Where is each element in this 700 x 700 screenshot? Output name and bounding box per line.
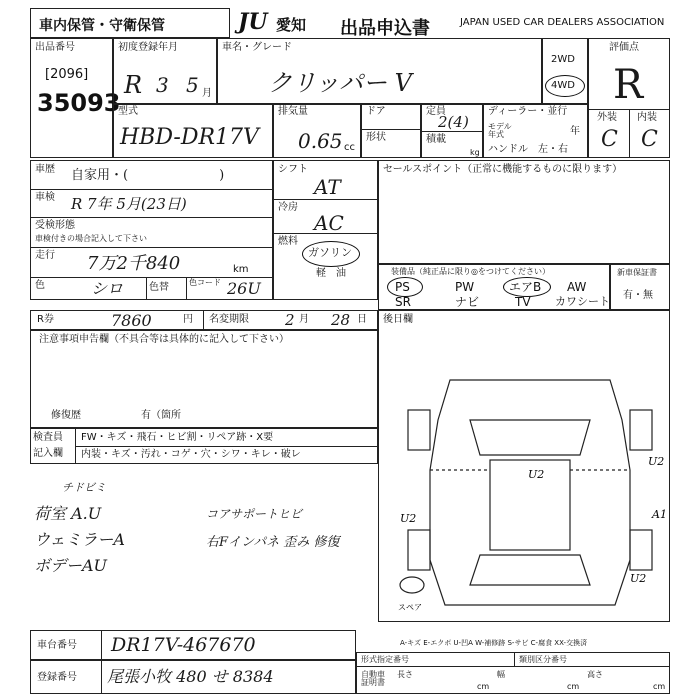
damage-mark-1: U2 [528,468,545,481]
notes-box [30,330,378,428]
drive-4wd-circle [545,75,585,97]
car-diagram [390,360,670,622]
plate-value: 尾張小牧 480 せ 8384 [107,667,274,686]
warranty-box [610,264,670,310]
car-name-value: クリッパー V [268,69,413,97]
history-box [30,160,273,300]
transfer-label: 名変期限 [209,314,249,325]
grade-int-value: C [641,127,658,152]
association-name: JAPAN USED CAR DEALERS ASSOCIATION [460,17,665,28]
registration-month-unit: 月 [202,88,212,99]
mileage-value: 7万2千840 [87,253,181,274]
note-line-4: コアサポートヒビ [206,507,303,521]
equipment-box [378,264,610,310]
reception-label: 受検形態 [35,220,75,231]
rear-left-wheel [408,530,430,570]
storage-tag-text: 車内保管・守衛保管 [39,18,165,34]
capacity-label: 定員 [426,106,446,117]
form-title: 出品申込書 [340,18,430,39]
lot-label: 出品番号 [35,42,75,53]
damage-mark-2: U2 [648,455,665,468]
width-cm: cm [567,682,580,691]
diagram-legend: A-キズ E-エクボ U-凹A W-補修跡 S-サビ C-腐食 XX-交換済 [400,639,588,647]
repair-label: 修復歴 [51,410,81,421]
drive-box [542,38,588,104]
shift-value: AT [314,175,341,199]
grade-box [588,38,670,158]
drive-4wd: 4WD [551,80,575,91]
displacement-value: 0.65 [298,129,343,153]
shape-label: 形状 [366,132,386,143]
color-label: 色 [35,280,45,291]
recycle-label: R券 [37,314,54,325]
model-year-label: モデル年式 [488,122,512,139]
warranty-label: 新車保証書 [617,268,657,277]
model-value: HBD-DR17V [120,125,259,150]
notes-label: 注意事項申告欄（不具合等は具体的に記入して下さい） [39,334,289,345]
color-code-label: 色コード [189,278,221,287]
load-label: 積載 [426,134,446,145]
grade-ext-label: 外装 [597,112,617,123]
car-name-label: 車名・グレード [222,42,292,53]
fuel-gas: ガソリン [308,246,352,259]
fuel-diesel: 軽 油 [316,268,346,279]
inspector-label-2: 記入欄 [33,448,63,459]
color-change-label: 色替 [149,282,169,293]
handle-label: ハンドル 左・右 [488,144,568,155]
grade-ext-value: C [601,127,618,152]
lot-number: 35093 [37,89,121,117]
memo-text: チドビミ [62,481,106,494]
height-cm: cm [653,682,666,691]
reception-sub: 車検付きの場合記入して下さい [35,234,147,243]
recycle-unit: 円 [183,314,193,325]
recycle-box [30,310,378,330]
grade-int-label: 内装 [637,112,657,123]
equipment-pw: PW [455,280,475,294]
transfer-day-unit: 日 [357,314,367,325]
equipment-aw: AW [567,280,587,294]
damage-mark-4: A1 [652,508,667,521]
inspector-label-1: 検査員 [33,432,63,443]
grade-value: R [613,62,644,108]
damage-mark-5: U2 [630,572,647,585]
transfer-month-unit: 月 [299,314,309,325]
drive-2wd: 2WD [551,54,575,65]
note-line-1: 荷室 A.U [34,504,102,523]
equipment-sr: SR [395,295,411,309]
note-line-5: 右Fインパネ 歪み 修復 [206,535,340,550]
shift-label: シフト [278,164,308,175]
equipment-navi: ナビ [455,295,480,309]
registration-label: 初度登録年月 [118,42,178,53]
spec-label: 形式指定番号 [361,655,409,664]
grade-label: 評価点 [609,42,639,53]
chassis-box [30,630,356,660]
equipment-tv: TV [515,295,531,309]
rear-right-wheel [630,530,652,570]
model-box [113,104,273,158]
color-value: シロ [91,279,124,298]
car-body-outline [430,380,630,605]
rear-view-label: 後日欄 [383,314,413,325]
plate-label: 登録番号 [37,672,77,683]
length-label: 長さ [397,670,413,679]
rear-window [470,555,590,585]
repair-value: 有（箇所 [141,410,181,421]
dealer-box [483,104,588,158]
displacement-unit: cc [344,142,355,153]
registration-box [113,38,217,104]
sales-point-label: セールスポイント（正常に機能するものに限ります） [383,164,623,175]
org-name: 愛知 [276,16,307,34]
capacity-box [421,104,483,158]
door-box [361,104,421,158]
note-line-3: ボデーAU [34,556,108,575]
inspection-value: R 7年 5月(23日) [71,195,187,213]
load-unit: kg [470,148,480,157]
storage-tag [30,8,230,38]
spec-box [356,652,670,694]
equipment-ps-circle [387,277,423,297]
damage-mark-3: U2 [400,512,417,525]
length-cm: cm [477,682,490,691]
equipment-airbag: エアB [509,280,542,294]
class-label: 類別区分番号 [519,655,567,664]
inspection-label: 車検 [35,192,55,203]
mileage-label: 走行 [35,250,55,261]
spare-tire [400,577,424,593]
shift-box [273,160,378,300]
transfer-day: 28 [331,311,351,329]
registration-era: R [124,71,143,99]
history-label: 車歴 [35,164,55,175]
mileage-unit: km [233,264,249,275]
width-label: 幅 [497,670,505,679]
inspector-box [30,428,378,464]
front-left-wheel [408,410,430,450]
recycle-amount: 7860 [111,311,152,330]
chassis-value: DR17V-467670 [111,634,256,656]
lot-sub-number: [2096] [45,67,89,82]
door-label: ドア [366,106,386,117]
warranty-value: 有・無 [623,290,653,301]
history-value: 自家用・( ) [71,168,225,183]
chassis-label: 車台番号 [37,640,77,651]
ac-label: 冷房 [278,202,298,213]
capacity-value: 2(4) [438,113,469,131]
transfer-month: 2 [285,311,295,329]
fuel-gas-circle [302,241,360,267]
note-line-2: ウェミラーA [34,530,125,549]
front-right-wheel [630,410,652,450]
displacement-label: 排気量 [278,106,308,117]
ac-value: AC [314,211,344,235]
lot-box [30,38,121,158]
registration-year: 3 [156,73,169,97]
equipment-airbag-circle [503,277,551,297]
inspector-row-2: 内装・キズ・汚れ・コゲ・穴・シワ・キレ・破レ [81,449,301,460]
spare-label: スペア [398,603,422,612]
ju-logo: JU [238,9,268,35]
equipment-label: 装備品（純正品に限り◎をつけてください） [391,267,550,276]
model-label: 型式 [118,106,138,117]
dealer-label: ディーラー・並行 [488,106,568,117]
model-year-unit: 年 [570,126,580,137]
windshield [470,420,590,455]
sales-point-box [378,160,670,264]
displacement-box [273,104,361,158]
equipment-leather: カワシート [555,295,610,308]
car-name-box [217,38,542,104]
fuel-label: 燃料 [278,236,298,247]
height-label: 高さ [587,670,603,679]
inspector-row-1: FW・キズ・飛石・ヒビ割・リペア跡・X要 [81,432,274,443]
color-code-value: 26U [227,279,261,298]
plate-box [30,660,356,694]
registration-month: 5 [186,73,199,97]
equipment-ps: PS [395,280,410,294]
cert-label: 自動車証明書 [361,670,385,687]
